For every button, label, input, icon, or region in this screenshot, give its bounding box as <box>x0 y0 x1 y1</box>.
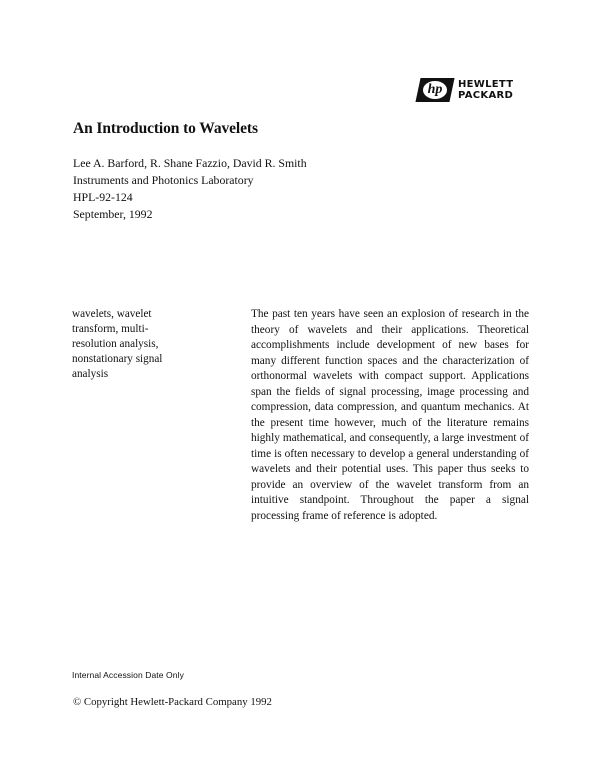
hp-logo-mark: hp <box>423 81 447 99</box>
hp-logo-icon <box>415 78 454 102</box>
paper-metadata <box>73 155 307 223</box>
hp-logo-line-1: HEWLETT <box>458 79 514 90</box>
hp-logo-line-2: PACKARD <box>458 90 514 101</box>
paper-title: An Introduction to Wavelets <box>73 120 258 137</box>
accession-note: Internal Accession Date Only <box>72 670 184 680</box>
keywords: wavelets, wavelet transform, multi- resolution analysis, nonstationary signal analysis <box>72 308 163 380</box>
publication-date: September, 1992 <box>73 207 153 221</box>
hewlett-packard-logo <box>418 77 528 103</box>
authors: Lee A. Barford, R. Shane Fazzio, David R. Smith <box>73 156 307 170</box>
abstract: The past ten years have seen an explosion of research in the theory of wavelets and their applications. Theoretical accomplishments include development of new bases for many different function spaces and the characterization of orthonormal wavelets with compact support. Applications span the fields of signal processing, image processing and compression, data compression, and quantum mechanics. At the present time however, much of the literature remains highly mathematical, and consequently, a large investment of time is often necessary to develop a general understanding of wavelets and their potential uses. This paper thus seeks to provide an overview of the wavelet transform from an intuitive standpoint. Throughout the paper a signal processing frame of reference is adopted. <box>251 308 529 522</box>
hp-logo-text <box>458 79 513 101</box>
laboratory: Instruments and Photonics Laboratory <box>73 173 254 187</box>
copyright-notice: © Copyright Hewlett-Packard Company 1992 <box>73 696 272 708</box>
report-number: HPL-92-124 <box>73 190 133 204</box>
